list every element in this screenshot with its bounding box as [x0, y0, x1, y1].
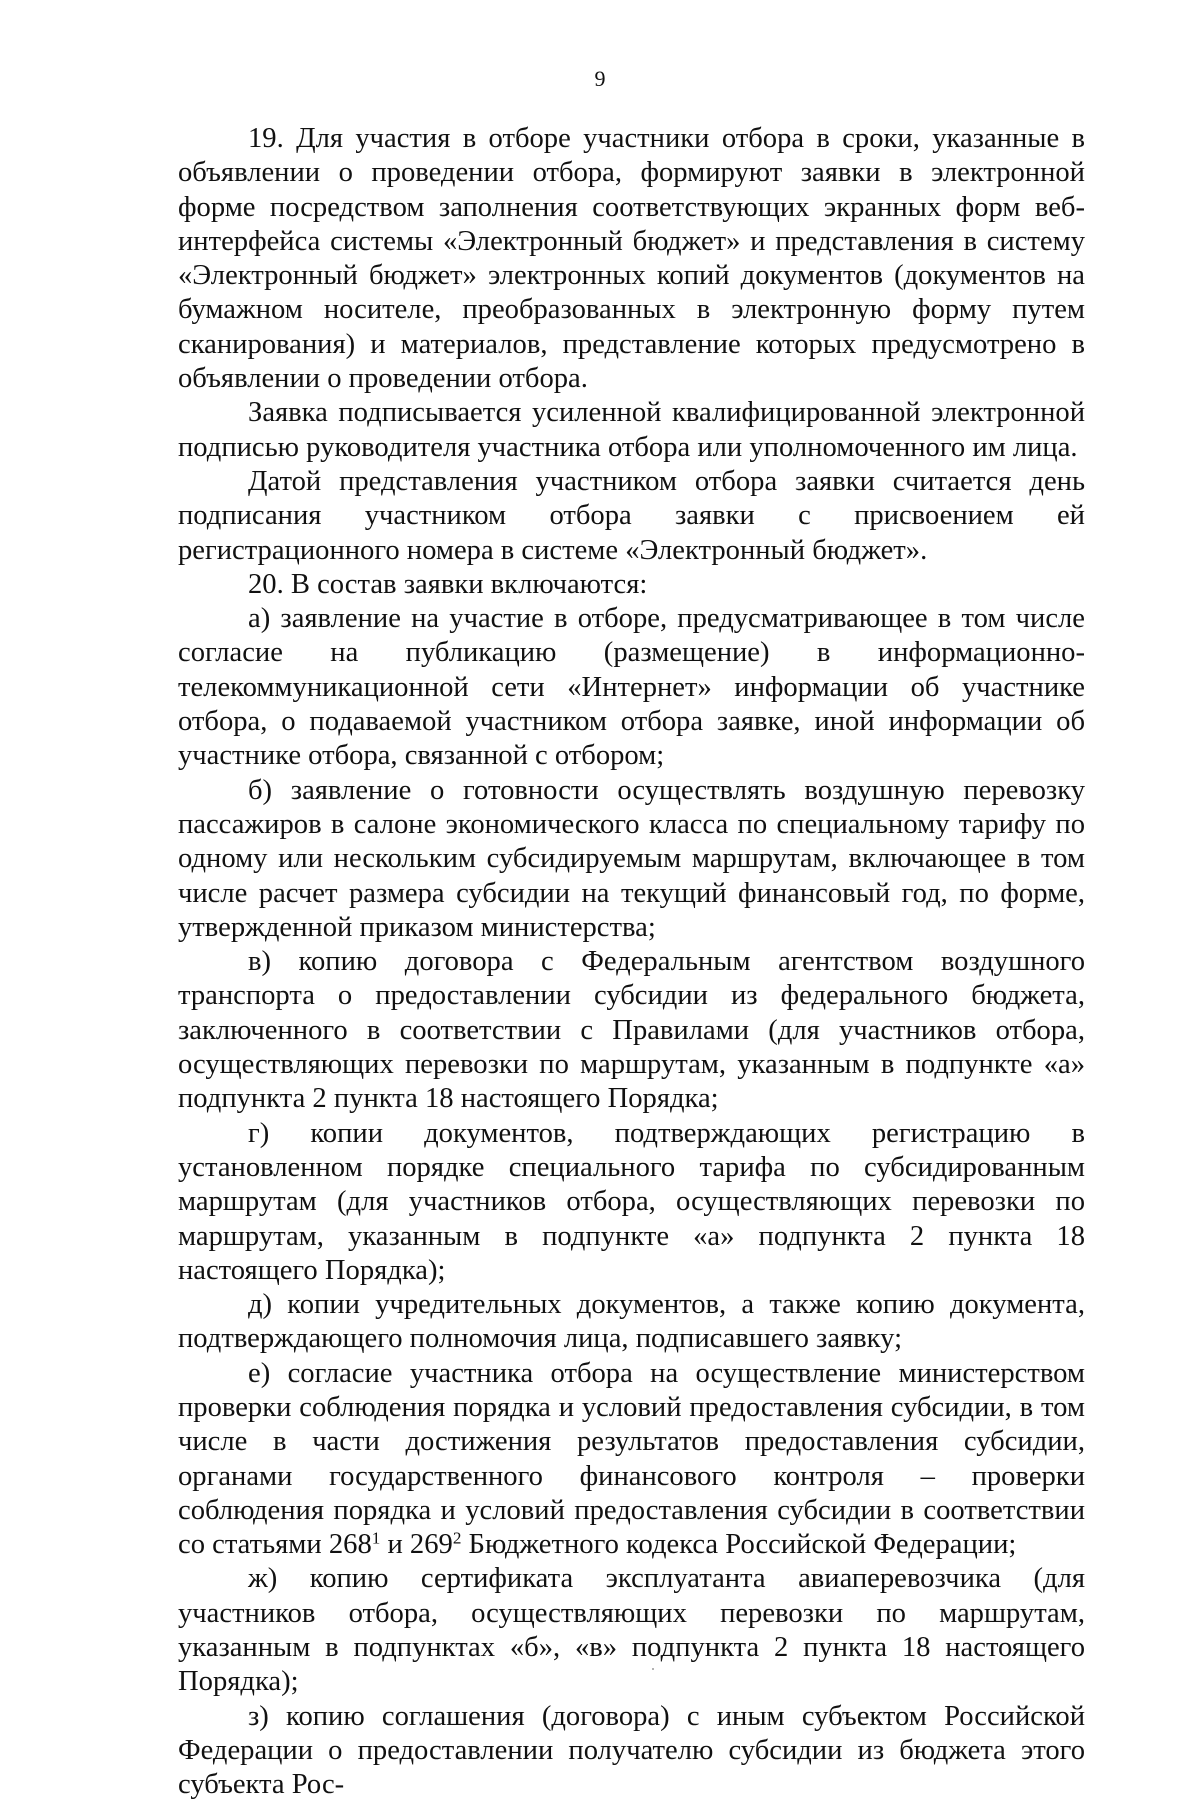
- item-a: а) заявление на участие в отборе, предусматривающее в том числе согласие на публикацию (размещение) в информационно-телекоммуникационной сети «Интернет» информации об участнике отбора, о подаваемой участником отбора заявке, иной информации об участнике отбора, связанной с отбором;: [178, 603, 1085, 772]
- item-e-text-2: и 269: [380, 1529, 453, 1561]
- paragraph-19: 19. Для участия в отборе участники отбора в сроки, указанные в объявлении о проведении отбора, формируют заявки в электронной форме посредством заполнения соответствующих экранных форм веб-интерфейса системы «Электронный бюджет» и представления в систему «Электронный бюджет» электронных копий документов (документов на бумажном носителе, преобразованных в электронную форму путем сканирования) и материалов, представление которых предусмотрено в объявлении о проведении отбора.: [178, 123, 1085, 395]
- item-e-superscript-2: 2: [452, 1528, 462, 1548]
- item-v: в) копию договора с Федеральным агентством воздушного транспорта о предоставлении субсидии из федерального бюджета, заключенного в соответствии с Правилами (для участников отбора, осуществляющих перевозки по маршрутам, указанным в подпункте «а» подпункта 2 пункта 18 настоящего Порядка;: [178, 946, 1085, 1115]
- document-body: [178, 122, 1085, 1803]
- item-e: [178, 1357, 1085, 1563]
- item-g: г) копии документов, подтверждающих регистрацию в установленном порядке специального тарифа по субсидированным маршрутам (для участников отбора, осуществляющих перевозки по маршрутам, указанным в подпункте «а» подпункта 2 пункта 18 настоящего Порядка);: [178, 1117, 1085, 1286]
- item-e-text-1: е) согласие участника отбора на осуществление министерством проверки соблюдения порядка и условий предоставления субсидии, в том числе в части достижения результатов предоставления субсидии, органами государственного финансового контроля – проверки соблюдения порядка и условий предоставления субсидии в соответствии со статьями 268: [178, 1357, 1085, 1561]
- paragraph-submission-date: Датой представления участником отбора заявки считается день подписания участником отбора заявки с присвоением ей регистрационного номера в системе «Электронный бюджет».: [178, 465, 1085, 566]
- item-zh: ж) копию сертификата эксплуатанта авиаперевозчика (для участников отбора, осуществляющих перевозки по маршрутам, указанным в подпунктах «б», «в» подпункта 2 пункта 18 настоящего Порядка);: [178, 1563, 1085, 1698]
- item-b: б) заявление о готовности осуществлять воздушную перевозку пассажиров в салоне экономического класса по специальному тарифу по одному или нескольким субсидируемым маршрутам, включающее в том числе расчет размера субсидии на текущий финансовый год, по форме, утвержденной приказом министерства;: [178, 774, 1085, 943]
- paragraph-20: 20. В состав заявки включаются:: [248, 568, 648, 600]
- item-e-superscript-1: 1: [371, 1528, 381, 1548]
- paragraph-signature: Заявка подписывается усиленной квалифицированной электронной подписью руководителя участника отбора или уполномоченного им лица.: [178, 397, 1085, 463]
- item-d: д) копии учредительных документов, а также копию документа, подтверждающего полномочия лица, подписавшего заявку;: [178, 1289, 1085, 1355]
- item-z: з) копию соглашения (договора) с иным субъектом Российской Федерации о предоставлении получателю субсидии из бюджета этого субъекта Рос-: [178, 1700, 1085, 1801]
- item-e-text-3: Бюджетного кодекса Российской Федерации;: [461, 1529, 1017, 1561]
- scan-artifact-dot: [652, 1668, 654, 1670]
- page-number: 9: [594, 66, 606, 91]
